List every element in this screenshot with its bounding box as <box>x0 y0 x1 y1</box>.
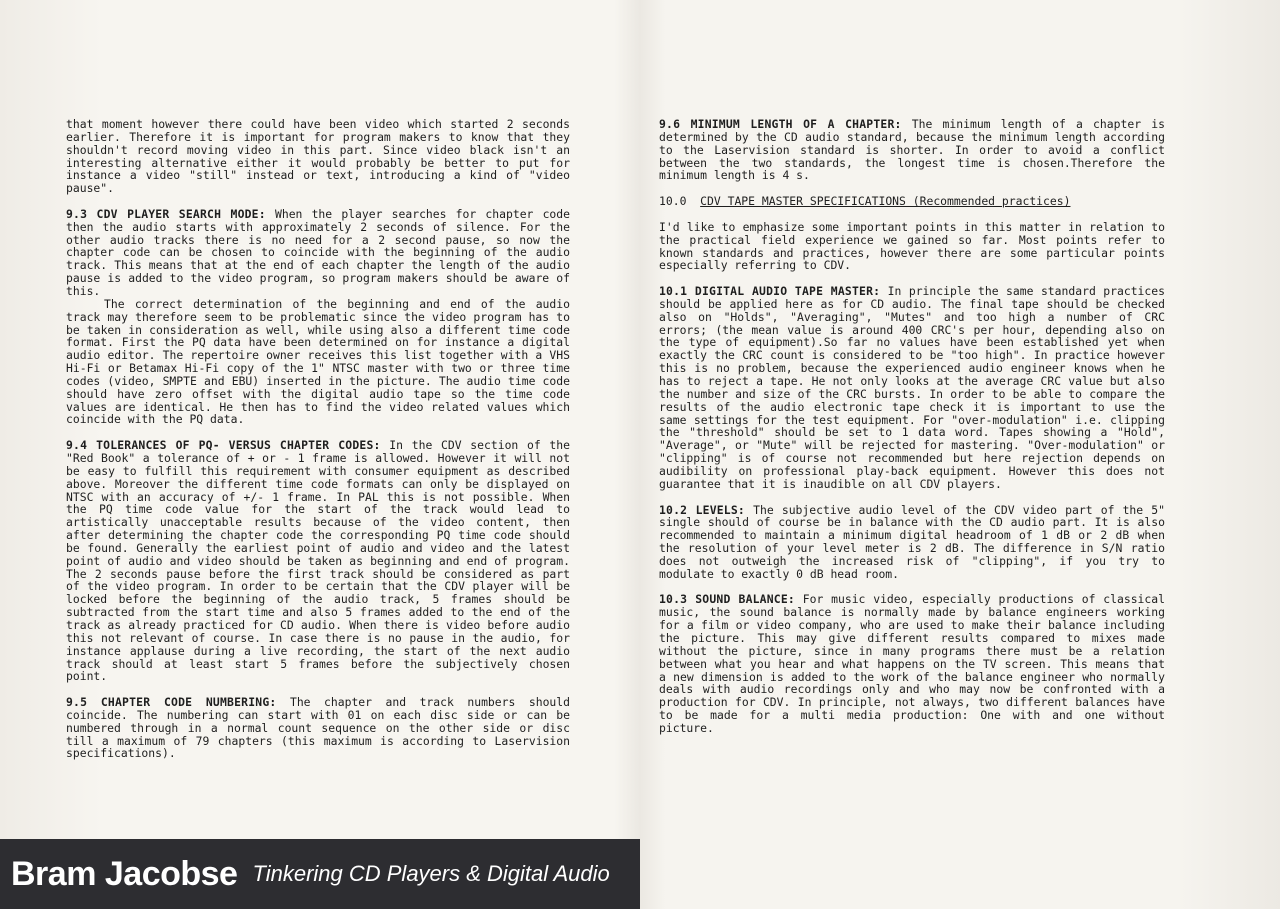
section-10-1 <box>659 285 1165 491</box>
section-heading: 10.3 SOUND BALANCE: <box>659 592 795 607</box>
paragraph-text: that moment however there could have been video which started 2 seconds earlier. Therefore it is important for program makers to know that they shouldn't record moving video in this part. Since video black isn't an interesting alternative either it would probably be better to put for instance a video "still" instead or text, introducing a kind of "video pause". <box>66 117 570 196</box>
section-heading: 10.1 DIGITAL AUDIO TAPE MASTER: <box>659 284 881 299</box>
section-heading: 10.2 LEVELS: <box>659 502 745 517</box>
section-9-3 <box>66 208 570 426</box>
author-name: Bram Jacobse <box>11 854 238 893</box>
section-number: 10.0 <box>659 194 687 209</box>
section-title: CDV TAPE MASTER SPECIFICATIONS (Recommended practices) <box>700 194 1071 209</box>
section-9-4 <box>66 439 570 683</box>
left-text-column <box>66 118 570 760</box>
section-text: For music video, especially productions of classical music, the sound balance is normally made by balance engineers working for a film or video company, who are used to make their balance including the picture. This may give different results compared to mixes made without the picture, since in many programs there must be a relation between what you hear and what happens on the TV screen. This means that a new dimension is added to the work of the balance engineer who normally deals with audio recordings only and who may now be confronted with a production for CDV. In principle, not always, two different balances have to be made for a multi media production: One with and one without picture. <box>659 592 1165 735</box>
section-10-0-title <box>659 195 1165 208</box>
section-heading: 9.6 MINIMUM LENGTH OF A CHAPTER: <box>659 117 902 131</box>
site-tagline: Tinkering CD Players & Digital Audio <box>252 861 610 886</box>
section-text-continued: The correct determination of the beginning and end of the audio track may therefore seem to be problematic since the video program has to be taken in consideration as well, while using also a different time code format. First the PQ data have been determined on for instance a digital audio editor. The repertoire owner receives this list together with a VHS Hi-Fi or Betamax Hi-Fi copy of the 1" NTSC master with two or three time codes (video, SMPTE and EBU) inserted in the picture. The audio time code should have zero offset with the digital audio tape so the time code values are identical. He then has to find the video related values which coincide with the PQ data. <box>66 296 570 427</box>
intro-paragraph <box>659 221 1165 272</box>
section-text: In principle the same standard practices should be applied here as for CD audio. The final tape should be checked also on "Holds", "Averaging", "Mutes" and too high a number of CRC errors; (the mean value is around 400 CRC's per hour, depending also on the type of equipment).So far no values have been established yet when exactly the CRC count is considered to be "too high". In practice however this is no problem, because the experienced audio engineer knows when he has to reject a tape. He not only looks at the average CRC value but also the number and size of the CRC bursts. In order to be able to compare the results of the audio electronic tape check it is important to use the same settings for the test equipment. For "over-modulation" i.e. clipping the "threshold" should be set to 1 data word. Tapes showing a "Hold", "Average", or "Mute" will be rejected for mastering. "Over-modulation" or "clipping" is of course not recommended but here rejection depends on audibility on professional play-back equipment. However this does not guarantee that it is inaudible on all CDV players. <box>659 284 1165 491</box>
section-text: The subjective audio level of the CDV video part of the 5" single should of course be in balance with the CD audio part. It is also recommended to maintain a minimum digital headroom of 1 dB or 2 dB when the resolution of your level meter is 2 dB. The difference in S/N ratio does not outweigh the increased risk of "clipping", if you try to modulate to exactly 0 dB head room. <box>659 502 1165 581</box>
section-text: The minimum length of a chapter is determined by the CD audio standard, because the minimum length according to the Laservision standard is shorter. In order to avoid a conflict between the two standards, the longest time is chosen.Therefore the minimum length is 4 s. <box>659 117 1165 183</box>
continuation-paragraph <box>66 118 570 195</box>
section-10-3 <box>659 593 1165 734</box>
paragraph-text: I'd like to emphasize some important points in this matter in relation to the practical field experience we gained so far. Most points refer to known standards and practices, however there are some particular points especially referring to CDV. <box>659 219 1165 273</box>
section-text: In the CDV section of the "Red Book" a tolerance of + or - 1 frame is allowed. However it will not be easy to fulfill this requirement with consumer equipment as described above. Moreover the different time code formats can only be displayed on NTSC with an accuracy of +/- 1 frame. In PAL this is not possible. When the PQ time code value for the start of the track would lead to artistically unacceptable results because of the video content, then after determining the chapter code the corresponding PQ time code should be found. Generally the earliest point of audio and video and the latest point of audio and video should be taken as beginning and end of program. The 2 seconds pause before the first track should be considered as part of the video program. In order to be certain that the CDV player will be locked before the beginning of the audio track, 5 frames should be subtracted from the start time and also 5 frames added to the end of the track as already practiced for CD audio. When there is video before audio this not relevant of course. In case there is no pause in the audio, for instance applause during a live recording, the start of the next audio track should at least start 5 frames before the subjectively chosen point. <box>66 438 570 684</box>
section-heading: 9.3 CDV PLAYER SEARCH MODE: <box>66 206 266 221</box>
section-9-6 <box>659 118 1165 182</box>
section-text: When the player searches for chapter code then the audio starts with approximately 2 seconds of silence. For the other audio tracks there is no need for a 2 second pause, so now the chapter code can be chosen to coincide with the beginning of the audio track. This means that at the end of each chapter the length of the audio pause is added to the video program, so program makers should be aware of this. <box>66 206 571 299</box>
section-9-5 <box>66 696 570 760</box>
section-heading: 9.4 TOLERANCES OF PQ- VERSUS CHAPTER CODES: <box>66 438 381 453</box>
section-text: The chapter and track numbers should coincide. The numbering can start with 01 on each disc side or can be numbered through in a normal count sequence on the other side or disc till a maximum of 79 chapters (this maximum is according to Laservision specifications). <box>66 695 570 761</box>
footer-banner <box>0 839 640 909</box>
section-10-2 <box>659 504 1165 581</box>
right-text-column <box>659 118 1165 735</box>
section-heading: 9.5 CHAPTER CODE NUMBERING: <box>66 695 277 710</box>
